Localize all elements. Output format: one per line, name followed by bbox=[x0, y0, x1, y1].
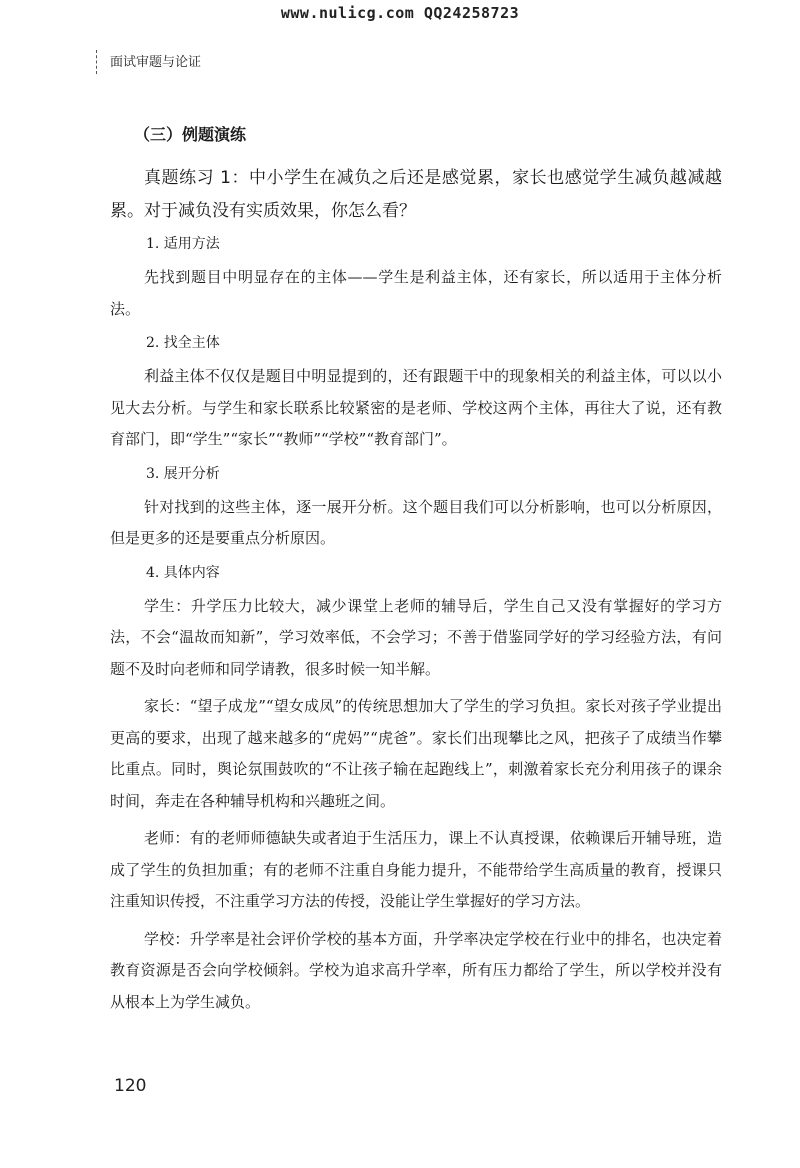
step-4-title: 4. 具体内容 bbox=[146, 564, 220, 581]
question-text: 真题练习 1：中小学生在减负之后还是感觉累，家长也感觉学生减负越减越累。对于减负没有实质效果，你怎么看？ bbox=[110, 168, 722, 221]
paragraph-schools: 学校：升学率是社会评价学校的基本方面，升学率决定学校在行业中的排名，也决定着教育资源是否会向学校倾斜。学校为追求高升学率，所有压力都给了学生，所以学校并没有从根本上为学生减负。 bbox=[110, 929, 722, 1011]
page-number: 120 bbox=[114, 1076, 147, 1096]
paragraph-students: 学生：升学压力比较大，减少课堂上老师的辅导后，学生自己又没有掌握好的学习方法，不会“温故而知新”，学习效率低，不会学习；不善于借鉴同学好的学习经验方法，有问题不及时向老师和同学请教，很多时候一知半解。 bbox=[110, 596, 722, 678]
watermark: www.nulicg.com QQ24258723 bbox=[280, 4, 520, 22]
step-1-title: 1. 适用方法 bbox=[146, 236, 220, 252]
step-2-paragraph: 利益主体不仅仅是题目中明显提到的，还有跟题干中的现象相关的利益主体，可以以小见大去分析。与学生和家长联系比较紧密的是老师、学校这两个主体，再往大了说，还有教育部门，即“学生”“家长”“教师”“学校”“教育部门”。 bbox=[110, 367, 722, 448]
step-2-title: 2. 找全主体 bbox=[146, 335, 220, 351]
section-heading: （三）例题演练 bbox=[134, 125, 247, 144]
running-header bbox=[96, 48, 436, 74]
step-1-paragraph: 先找到题目中明显存在的主体——学生是利益主体，还有家长，所以适用于主体分析法。 bbox=[110, 268, 722, 318]
header-dashed-rule bbox=[96, 50, 97, 74]
paragraph-parents: 家长：“望子成龙”“望女成凤”的传统思想加大了学生的学习负担。家长对孩子学业提出更高的要求，出现了越来越多的“虎妈”“虎爸”。家长们出现攀比之风，把孩子了成绩当作攀比重点。同时，舆论氛围鼓吹的“不让孩子输在起跑线上”，刺激着家长充分利用孩子的课余时间，奔走在各种辅导机构和兴趣班之间。 bbox=[110, 697, 722, 810]
step-3-title: 3. 展开分析 bbox=[146, 465, 220, 482]
page-body bbox=[110, 120, 722, 1024]
paragraph-teachers: 老师：有的老师师德缺失或者迫于生活压力，课上不认真授课，依赖课后开辅导班，造成了学生的负担加重；有的老师不注重自身能力提升，不能带给学生高质量的教育，授课只注重知识传授，不注重学习方法的传授，没能让学生掌握好的学习方法。 bbox=[110, 829, 722, 910]
step-3-paragraph: 针对找到的这些主体，逐一展开分析。这个题目我们可以分析影响，也可以分析原因，但是更多的还是要重点分析原因。 bbox=[110, 497, 722, 547]
running-header-title: 面试审题与论证 bbox=[110, 55, 202, 70]
